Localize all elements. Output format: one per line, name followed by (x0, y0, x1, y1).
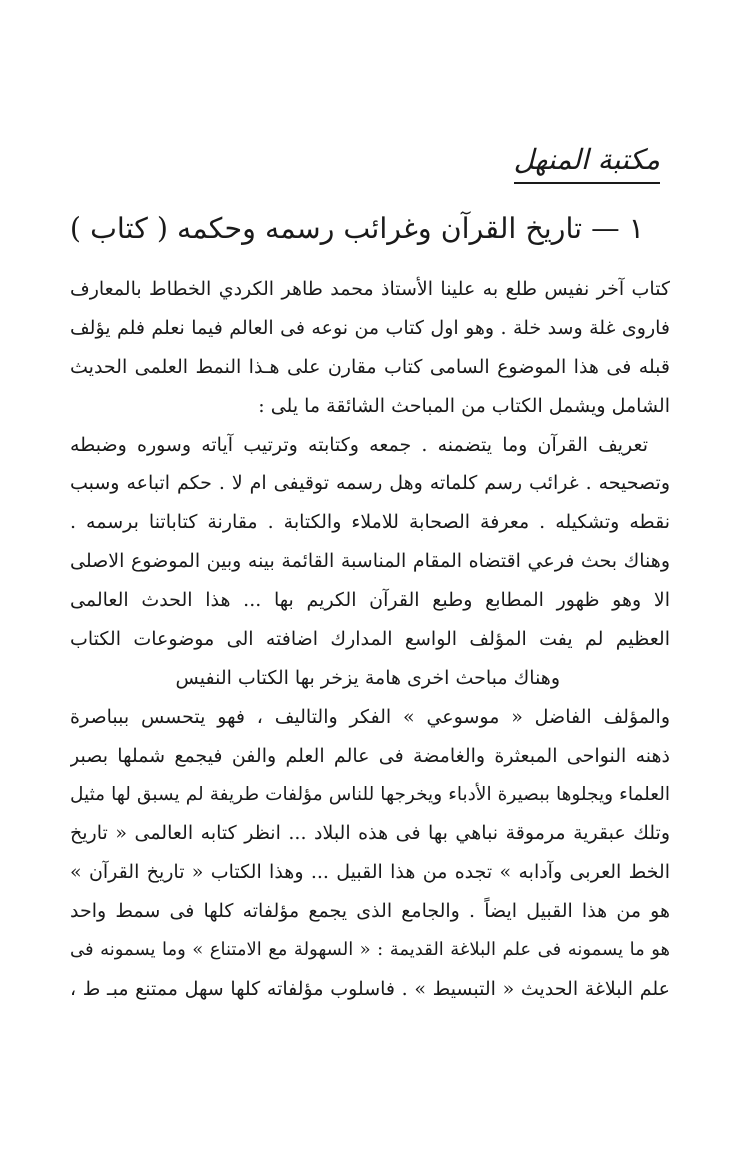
text-line-8: وهناك بحث فرعي اقتضاه المقام المناسبة القائمة بينه وبين الموضوع الاصلى (70, 550, 670, 573)
text-line-18: هو ما يسمونه فى علم البلاغة القديمة : « السهولة مع الامتناع » وما يسمونه فى (70, 939, 670, 961)
article-title: ١ — تاريخ القرآن وغرائب رسمه وحكمه ( كتاب ) (69, 212, 644, 245)
text-line-7: نقطه وتشكيله . معرفة الصحابة للاملاء والكتابة . مقارنة كتاباتنا برسمه . (70, 511, 670, 534)
text-line-15: وتلك عبقرية مرموقة نباهي بها فى هذه البلاد ... انظر كتابه العالمى « تاريخ (70, 822, 670, 845)
text-line-2: فاروى غلة وسد خلة . وهو اول كتاب من نوعه فى العالم فيما نعلم فلم يؤلف (70, 316, 670, 339)
text-line-11: وهناك مباحث اخرى هامة يزخر بها الكتاب النفيس (175, 666, 560, 689)
text-line-6: وتصحيحه . غرائب رسم كلماته وهل رسمه توقيفى ام لا . حكم اتباعه وسبب (70, 472, 670, 495)
text-line-17: هو من هذا القبيل ايضاً . والجامع الذى يجمع مؤلفاته كلها فى سمط واحد (70, 900, 670, 923)
text-line-16: الخط العربى وآدابه » تجده من هذا القبيل ... وهذا الكتاب « تاريخ القرآن » (70, 861, 670, 884)
text-line-5: تعريف القرآن وما يتضمنه . جمعه وكتابته وترتيب آياته وسوره وضبطه (70, 433, 648, 456)
library-header: مكتبة المنهل (514, 140, 660, 184)
text-line-10: العظيم لم يفت المؤلف الواسع المدارك اضافته الى موضوعات الكتاب (70, 628, 670, 651)
text-line-1: كتاب آخر نفيس طلع به علينا الأستاذ محمد طاهر الكردي الخطاط بالمعارف (70, 278, 670, 300)
text-line-19: علم البلاغة الحديث « التبسيط » . فاسلوب مؤلفاته كلها سهل ممتنع مبـ ط ، (70, 978, 670, 1001)
text-line-3: قبله فى هذا الموضوع السامى كتاب مقارن على هـذا النمط العلمى الحديث (70, 355, 670, 378)
text-line-4: الشامل ويشمل الكتاب من المباحث الشائقة ما يلى : (258, 394, 670, 417)
text-line-14: العلماء ويجلوها ببصيرة الأدباء ويخرجها للناس مؤلفات طريفة لم يسبق لها مثيل (70, 783, 670, 805)
text-line-12: والمؤلف الفاضل « موسوعي » الفكر والتاليف ، فهو يتحسس ببباصرة (70, 705, 670, 728)
text-line-13: ذهنه النواحى المبعثرة والغامضة فى عالم العلم والفن فيجمع شملها بصبر (70, 744, 670, 767)
text-line-9: الا وهو ظهور المطابع وطبع القرآن الكريم بها ... هذا الحدث العالمى (70, 589, 670, 612)
article-body (70, 270, 670, 1009)
